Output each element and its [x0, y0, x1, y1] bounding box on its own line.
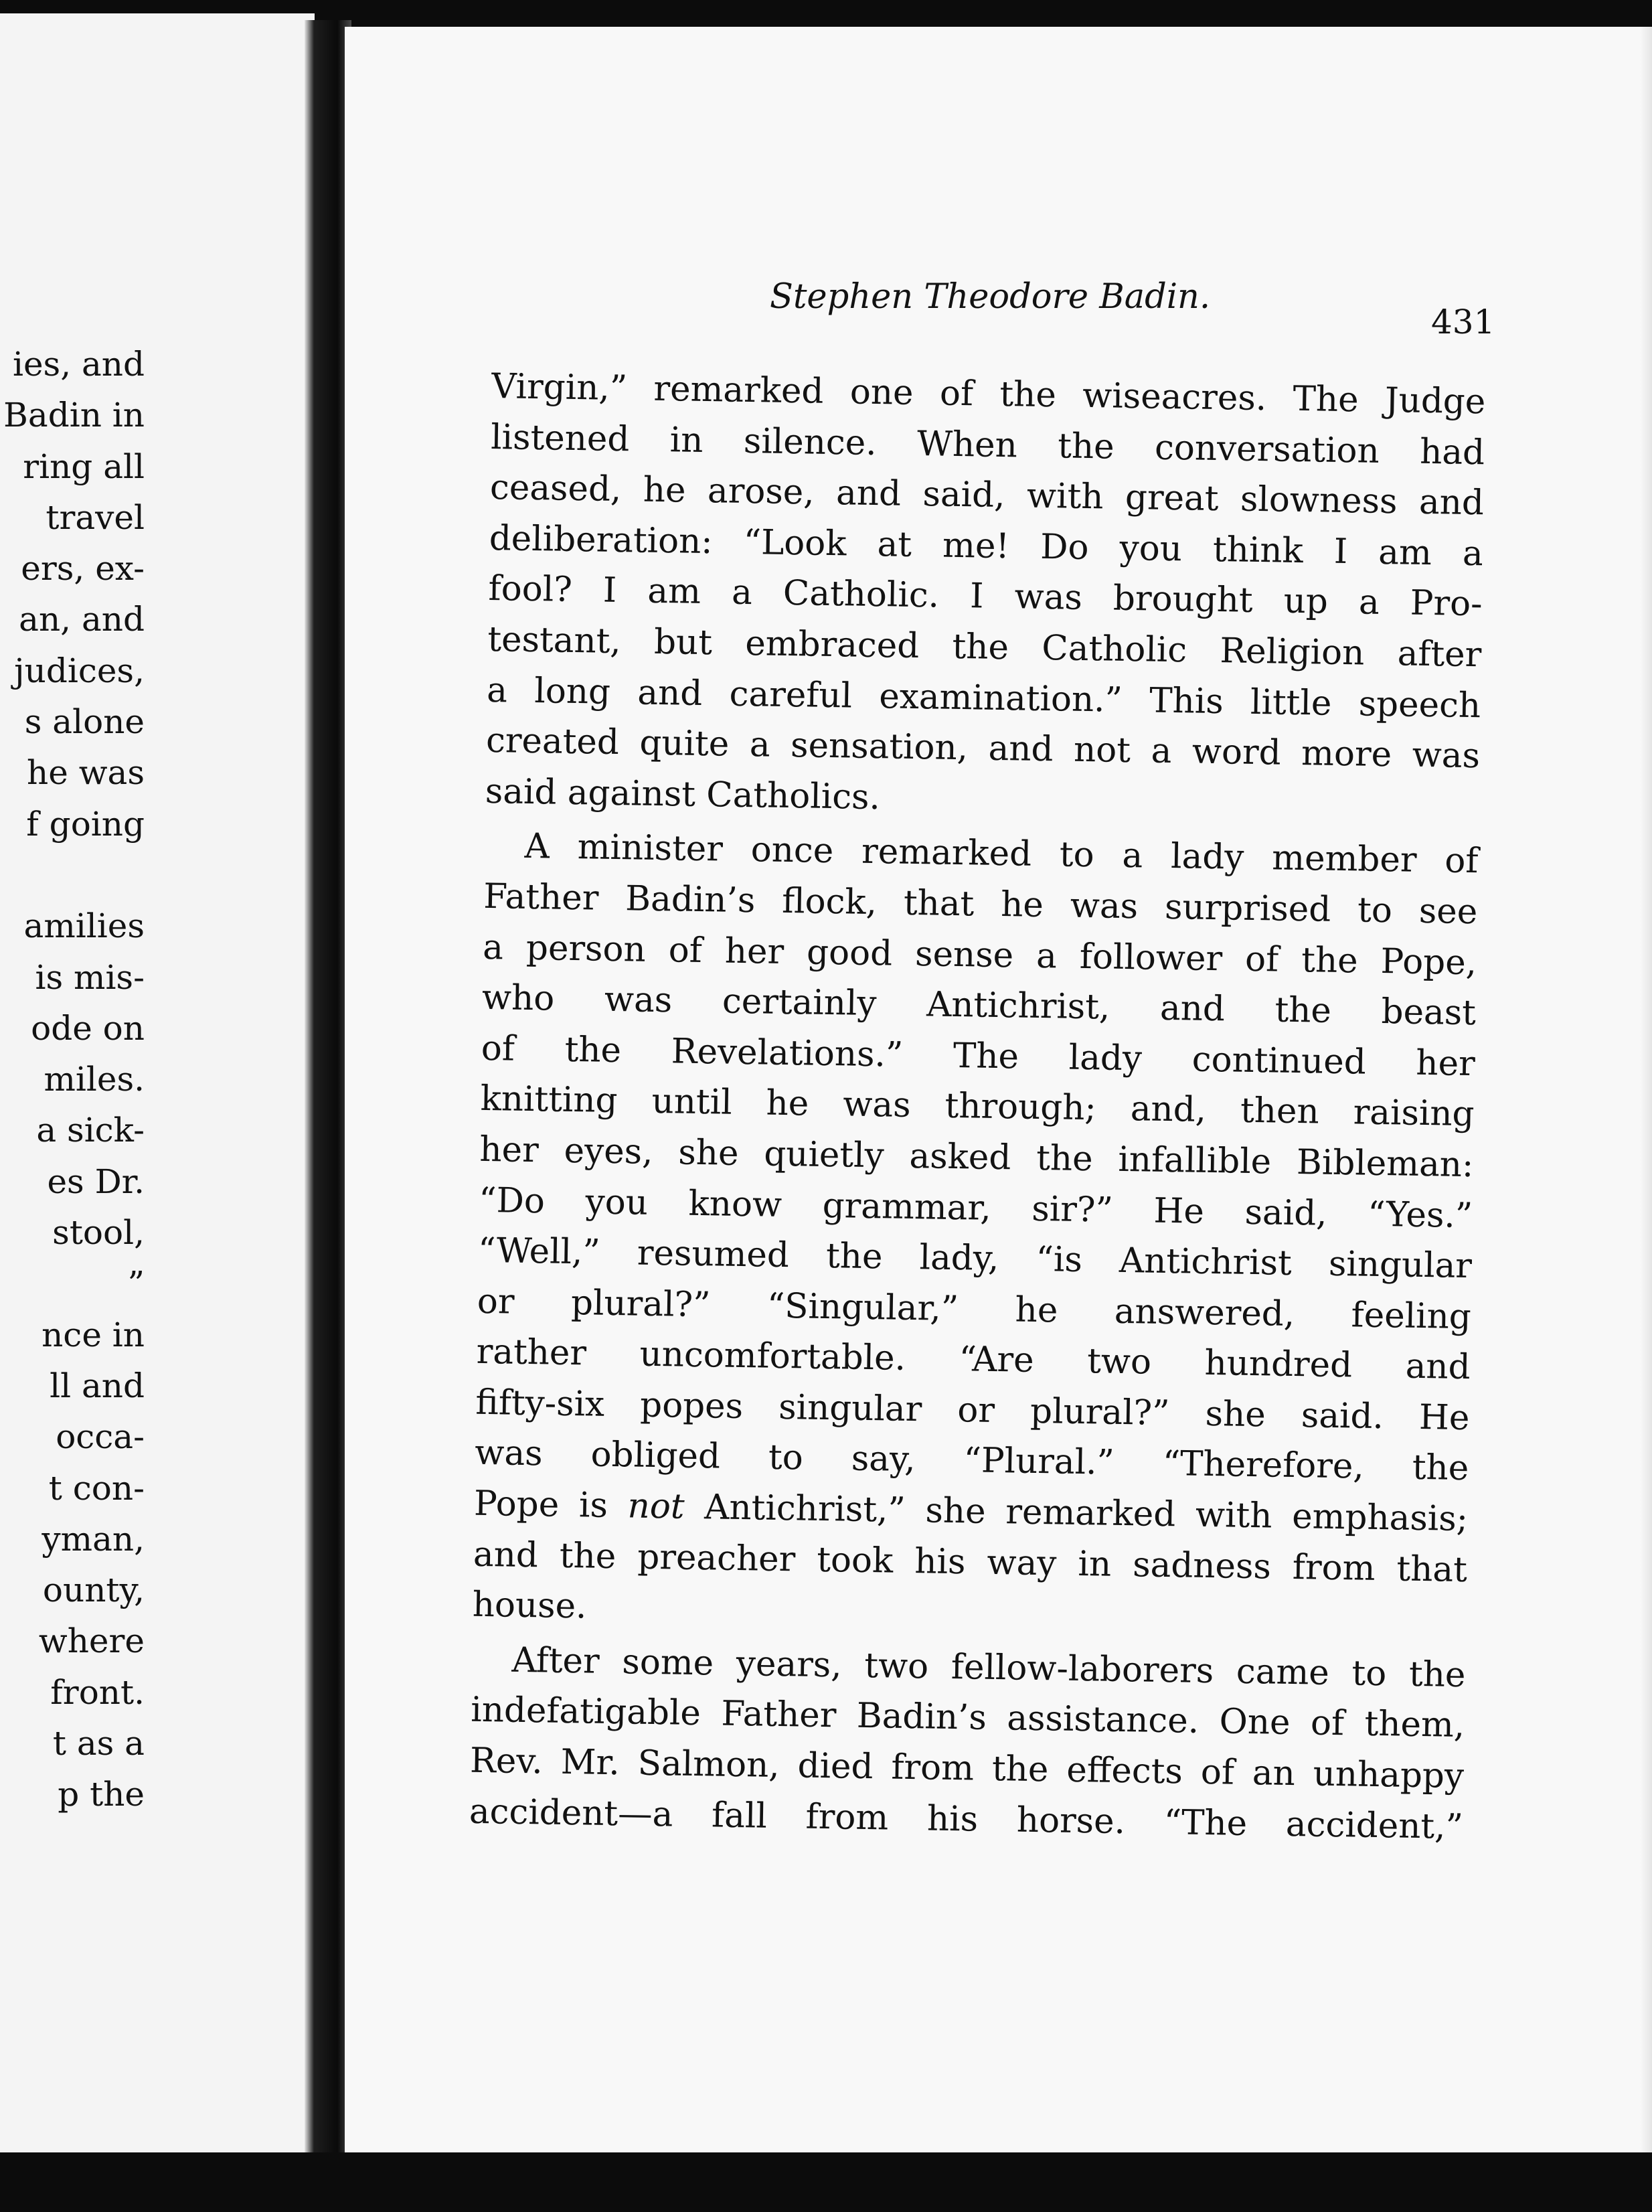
body-text [469, 362, 1486, 1856]
left-line: s alone [24, 702, 145, 742]
left-line: nce in [42, 1315, 145, 1354]
paragraph [485, 362, 1486, 833]
text-line: “Well,” resumed the lady, “is Antichrist singular [477, 1230, 1473, 1287]
left-page-text [0, 339, 145, 1820]
left-line: ounty, [42, 1571, 145, 1610]
text-line: rather uncomfortable. “Are two hundred and [476, 1332, 1471, 1388]
left-line: a sick- [36, 1111, 145, 1150]
left-line: ring all [23, 447, 145, 486]
left-line: he was [27, 753, 145, 793]
left-line: front. [50, 1672, 145, 1712]
left-line: is mis- [35, 957, 145, 997]
scan-bottom-border [0, 2152, 1652, 2212]
left-page [0, 13, 315, 2169]
text-line: testant, but embraced the Catholic Religion after [487, 619, 1482, 676]
emphasis-word: not [627, 1486, 685, 1527]
left-line-gap [0, 850, 145, 900]
left-line: judices, [14, 651, 145, 690]
text-line: or plural?” “Singular,” he answered, feeling [477, 1281, 1472, 1337]
text-line: indefatigable Father Badin’s assistance. One of them, [470, 1690, 1465, 1746]
left-line: stool, [52, 1213, 145, 1253]
left-line: an, and [19, 600, 145, 639]
paragraph [469, 1635, 1466, 1853]
left-line: occa- [56, 1417, 145, 1457]
left-line: es Dr. [47, 1162, 145, 1201]
left-line: ers, ex- [21, 549, 145, 588]
paragraph [472, 821, 1479, 1646]
text-line: ceased, he arose, and said, with great slowness and [489, 467, 1485, 524]
text-line: Rev. Mr. Salmon, died from the effects of an unhappy [469, 1740, 1465, 1797]
running-head: Stephen Theodore Badin. [770, 277, 1211, 317]
left-line: ies, and [12, 345, 145, 384]
page-edge-shadow [1640, 27, 1652, 2159]
text-line: After some years, two fellow-laborers came to the [511, 1640, 1466, 1695]
left-line: ” [127, 1264, 145, 1304]
text-line: house. [472, 1585, 587, 1627]
text-line: Virgin,” remarked one of the wiseacres. The Judge [491, 366, 1486, 422]
left-line: amilies [23, 906, 145, 946]
text-line: deliberation: “Look at me! Do you think I am a [489, 518, 1484, 574]
left-line: yman, [42, 1519, 145, 1559]
left-line: travel [46, 497, 145, 537]
left-line: t con- [48, 1468, 145, 1508]
emphasis-after: Antichrist,” she remarked with emphasis; [684, 1486, 1469, 1540]
left-line: miles. [44, 1060, 145, 1099]
text-line: was obliged to say, “Plural.” “Therefore, the [474, 1433, 1469, 1489]
left-line: f going [26, 804, 145, 844]
text-line: created quite a sensation, and not a word more was [485, 720, 1481, 777]
page-number: 431 [1431, 303, 1495, 341]
left-line: t as a [52, 1724, 145, 1763]
text-line: A minister once remarked to a lady member of [524, 826, 1479, 882]
text-line: fool? I am a Catholic. I was brought up a Pro- [488, 568, 1483, 625]
left-line: ode on [31, 1008, 145, 1048]
left-line: p the [58, 1775, 145, 1814]
left-line: Badin in [3, 396, 145, 435]
left-line: where [38, 1622, 145, 1661]
text-line: a long and careful examination.” This little speech [486, 669, 1481, 726]
text-line: accident—a fall from his horse. “The accident,” [469, 1791, 1464, 1847]
text-line: fifty-six popes singular or plural?” she said. He [475, 1382, 1470, 1439]
text-line: Father Badin’s flock, that he was surprised to see [483, 876, 1478, 933]
emphasis-before: Pope is [473, 1483, 629, 1526]
text-line: said against Catholics. [485, 771, 881, 817]
text-line: a person of her good sense a follower of the Pope, [482, 927, 1477, 983]
text-line: her eyes, she quietly asked the infallible Bibleman: [479, 1129, 1474, 1186]
text-line: listened in silence. When the conversation had [490, 416, 1485, 473]
left-line: ll and [50, 1366, 145, 1405]
text-line: and the preacher took his way in sadness from that [473, 1534, 1468, 1590]
text-line: “Do you know grammar, sir?” He said, “Yes.” [478, 1180, 1473, 1236]
text-line: knitting until he was through; and, then raising [480, 1079, 1475, 1135]
text-line: of the Revelations.” The lady continued her [481, 1028, 1476, 1084]
text-line: who was certainly Antichrist, and the beast [481, 977, 1477, 1034]
